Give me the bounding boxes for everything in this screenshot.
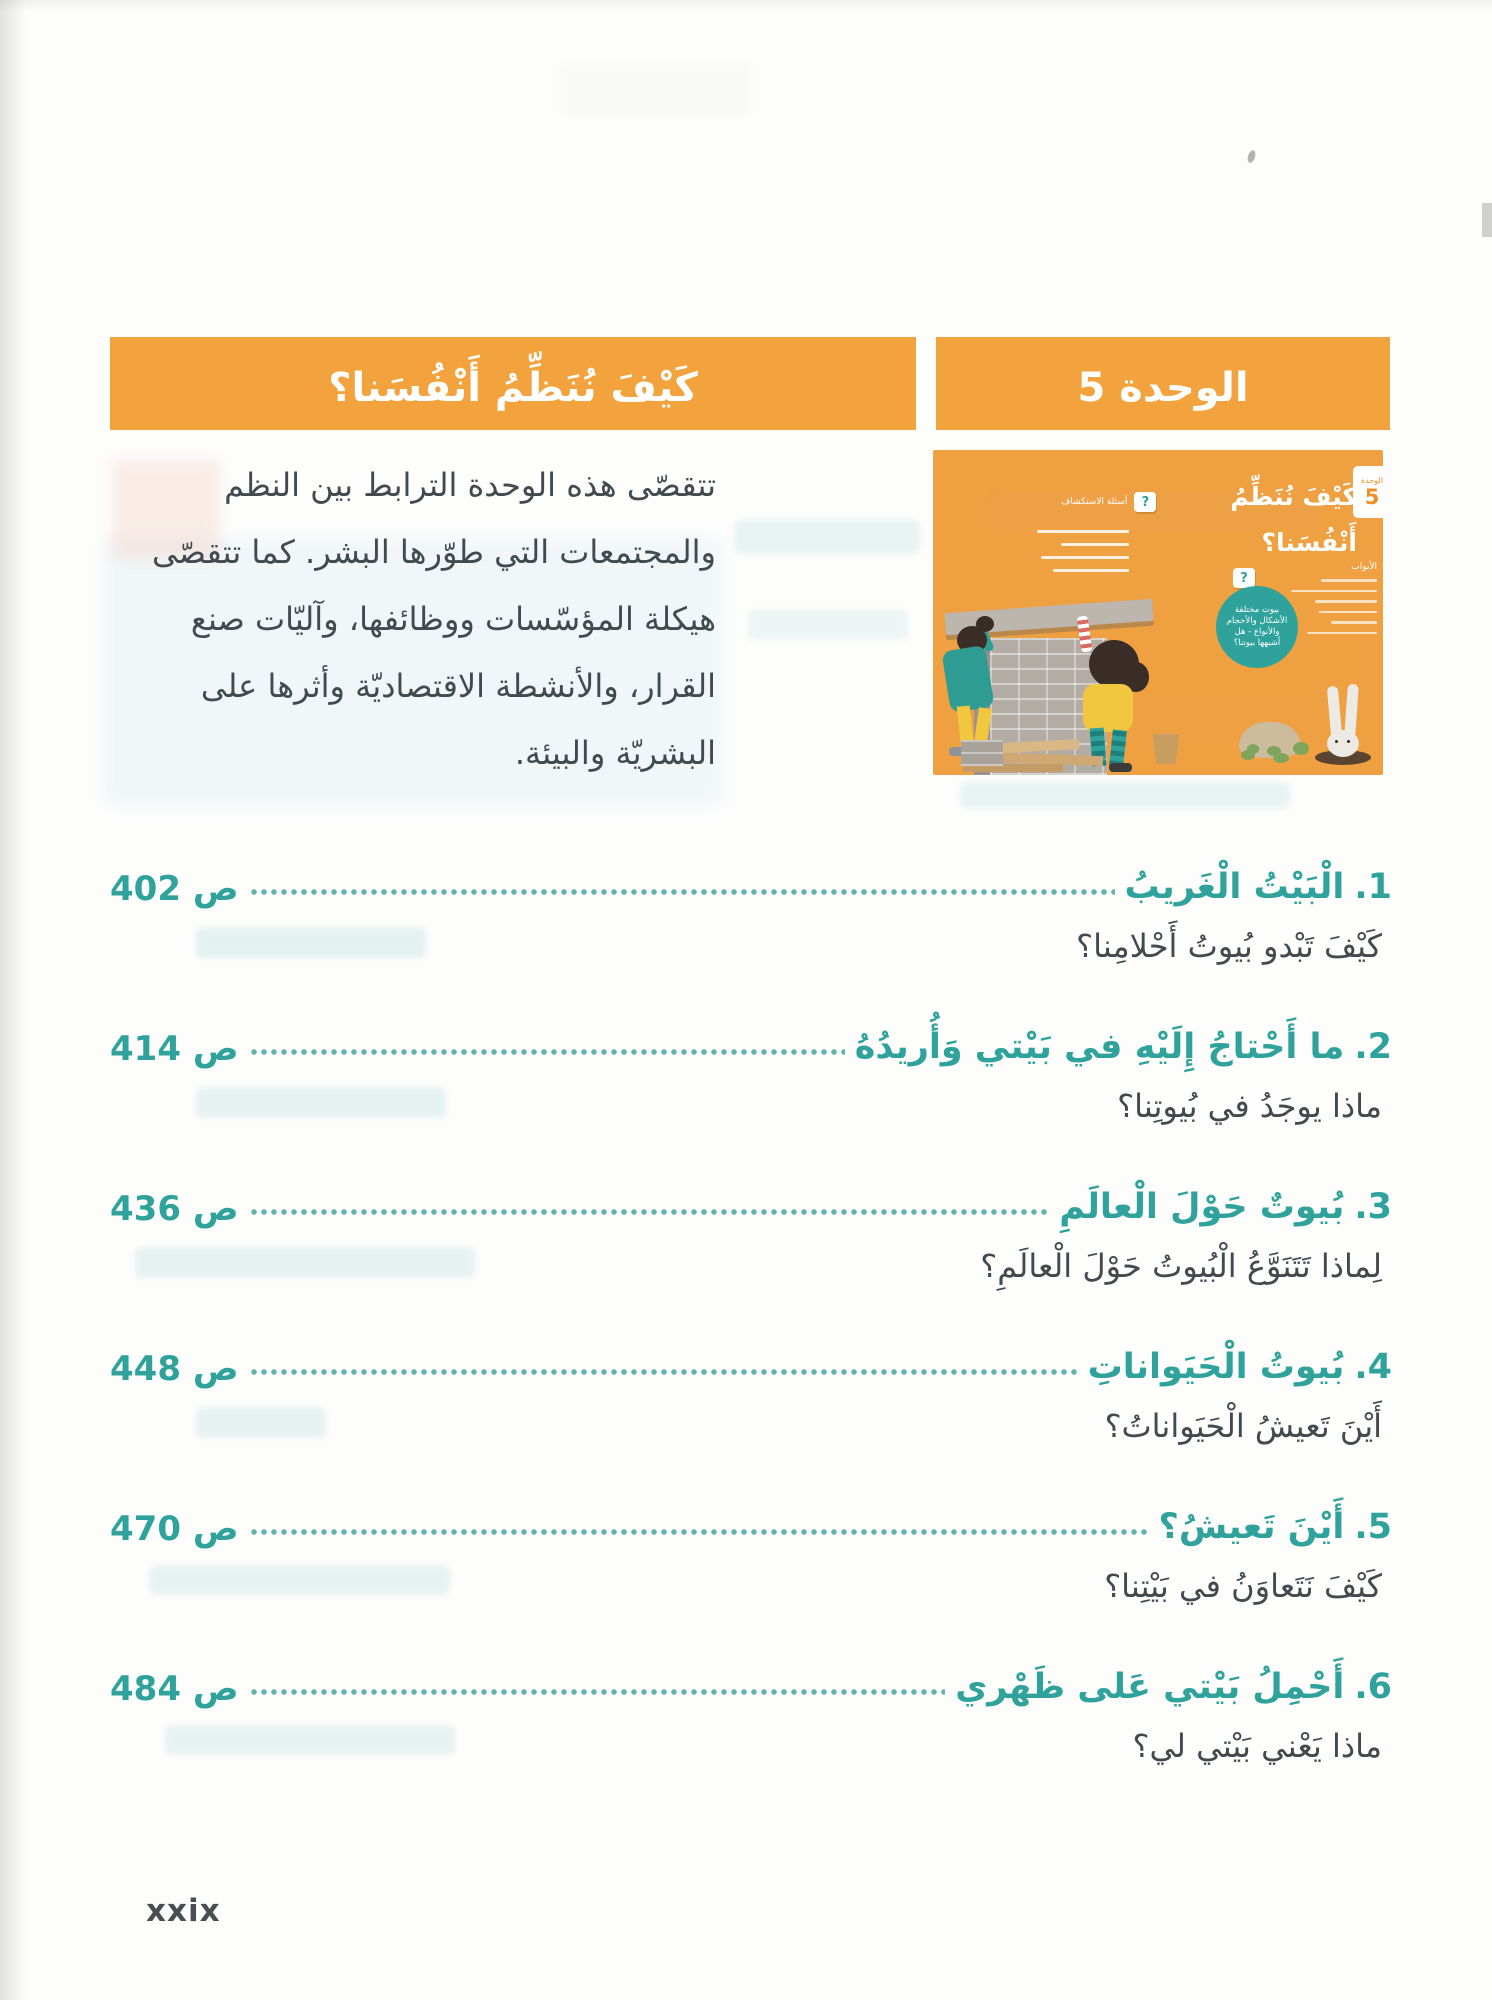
scan-edge-shadow (0, 0, 26, 2000)
question-note-icon: ? (1233, 568, 1255, 588)
toc-page-number: ص 470 (110, 1508, 239, 1549)
toc-title-row (110, 1158, 1392, 1230)
toc-entry-title: 4.بُيوتُ الْحَيَواناتِ (1087, 1347, 1392, 1388)
cover-chapter-list (1285, 562, 1377, 642)
scan-top-shadow (0, 0, 1492, 12)
bleed-through-text (735, 520, 920, 554)
toc-title-row (110, 838, 1392, 910)
toc-entry-title: 3.بُيوتٌ حَوْلَ الْعالَمِ (1059, 1187, 1392, 1228)
cover-question-lines (1031, 530, 1129, 572)
dotted-leader (249, 1048, 845, 1056)
brick-block (961, 740, 1003, 766)
child-left-hair-bun (976, 616, 994, 632)
toc-entry-title: 5.أَيْنَ تَعيشُ؟ (1158, 1507, 1392, 1548)
dotted-leader (249, 1528, 1149, 1536)
toc-page-number: ص 402 (110, 868, 239, 909)
child-right-shoe (1109, 763, 1132, 772)
unit-number-banner-label: الوحدة 5 (1077, 364, 1249, 411)
toc-entry-title: 6.أَحْمِلُ بَيْتي عَلى ظَهْري (955, 1667, 1392, 1708)
unit-badge (1353, 466, 1383, 518)
unit-cover-thumbnail (933, 450, 1383, 775)
toc-entry-question: ماذا يَعْني بَيْتي لي؟ (1132, 1727, 1382, 1765)
unit-badge-label: الوحدة (1360, 475, 1383, 485)
toc-entry (110, 1638, 1392, 1798)
explore-questions-caption (1061, 492, 1156, 512)
turtle-flipper (1241, 750, 1255, 760)
toc-title-row (110, 998, 1392, 1070)
bleed-through-text (960, 782, 1290, 808)
toc-entry-question: كَيْفَ نَتَعاوَنُ في بَيْتِنا؟ (1104, 1567, 1382, 1605)
dotted-leader (249, 888, 1115, 896)
toc-page-number: ص 448 (110, 1348, 239, 1389)
toc-page-number: ص 414 (110, 1028, 239, 1069)
scan-speck (1246, 149, 1257, 164)
toc-page-number: ص 436 (110, 1188, 239, 1229)
toc-entry-question: أَيْنَ تَعيشُ الْحَيَواناتُ؟ (1104, 1407, 1382, 1445)
cover-chapter-list-label: الأبواب (1351, 562, 1377, 572)
unit-number-banner (936, 337, 1390, 430)
dotted-leader (249, 1368, 1078, 1376)
toc-entry-title: 1.الْبَيْتُ الْغَريبُ (1124, 867, 1392, 908)
dotted-leader (249, 1688, 946, 1696)
toc-entry (110, 1158, 1392, 1318)
child-right-leg (1109, 729, 1127, 766)
scan-edge-mark (1482, 203, 1492, 237)
dotted-leader (249, 1208, 1050, 1216)
toc-entry (110, 1318, 1392, 1478)
toc-title-row (110, 1478, 1392, 1550)
unit-question-banner-label: كَيْفَ نُنَظِّمُ أَنْفُسَنا؟ (328, 364, 698, 411)
toc-entry (110, 1478, 1392, 1638)
toc-entry-question: لِماذا تَتَنَوَّعُ الْبُيوتُ حَوْلَ الْعالَمِ؟ (980, 1247, 1382, 1285)
unit-description: تتقصّى هذه الوحدة الترابط بين النظم والمجتمعات التي طوّرها البشر. كما تتقصّى هيكلة المؤسّسات ووظائفها، وآليّات صنع القرار، والأنشطة الاقتصاديّة وأثرها على البشريّة والبيئة. (152, 466, 716, 772)
cover-theme-circle: بيوت مختلفة الأشكال والأحجام والأنواع - هل أشبهها بيوتنا؟ (1216, 586, 1298, 668)
child-left-body (941, 645, 994, 713)
toc-title-row (110, 1318, 1392, 1390)
question-note-icon: ? (1134, 492, 1156, 512)
bucket (1151, 734, 1181, 764)
explore-questions-label: أسئلة الاستكشاف (1061, 497, 1128, 507)
turtle-head (1293, 742, 1309, 755)
toc-entry-question: ماذا يوجَدُ في بُيوتِنا؟ (1117, 1087, 1382, 1125)
bleed-through-text (748, 610, 908, 640)
unit-question-banner (110, 337, 916, 430)
toc-entry (110, 998, 1392, 1158)
toc-entry-title: 2.ما أَحْتاجُ إِلَيْهِ في بَيْتي وَأُريدُهُ (854, 1027, 1392, 1068)
cover-title: كَيْفَ نُنَظِّمُ أَنْفُسَنا؟ (1230, 482, 1357, 557)
page-number: xxix (146, 1893, 221, 1929)
bleed-through-smudge (560, 62, 750, 116)
toc-entry-question: كَيْفَ تَبْدو بُيوتُ أَحْلامِنا؟ (1076, 927, 1382, 965)
toc-entry (110, 838, 1392, 998)
toc-title-row (110, 1638, 1392, 1710)
rabbit (1327, 730, 1359, 757)
toc-page-number: ص 484 (110, 1668, 239, 1709)
turtle-flipper (1273, 753, 1289, 763)
child-right-body (1083, 684, 1133, 732)
table-of-contents (110, 838, 1392, 1798)
unit-badge-number: 5 (1364, 484, 1380, 509)
